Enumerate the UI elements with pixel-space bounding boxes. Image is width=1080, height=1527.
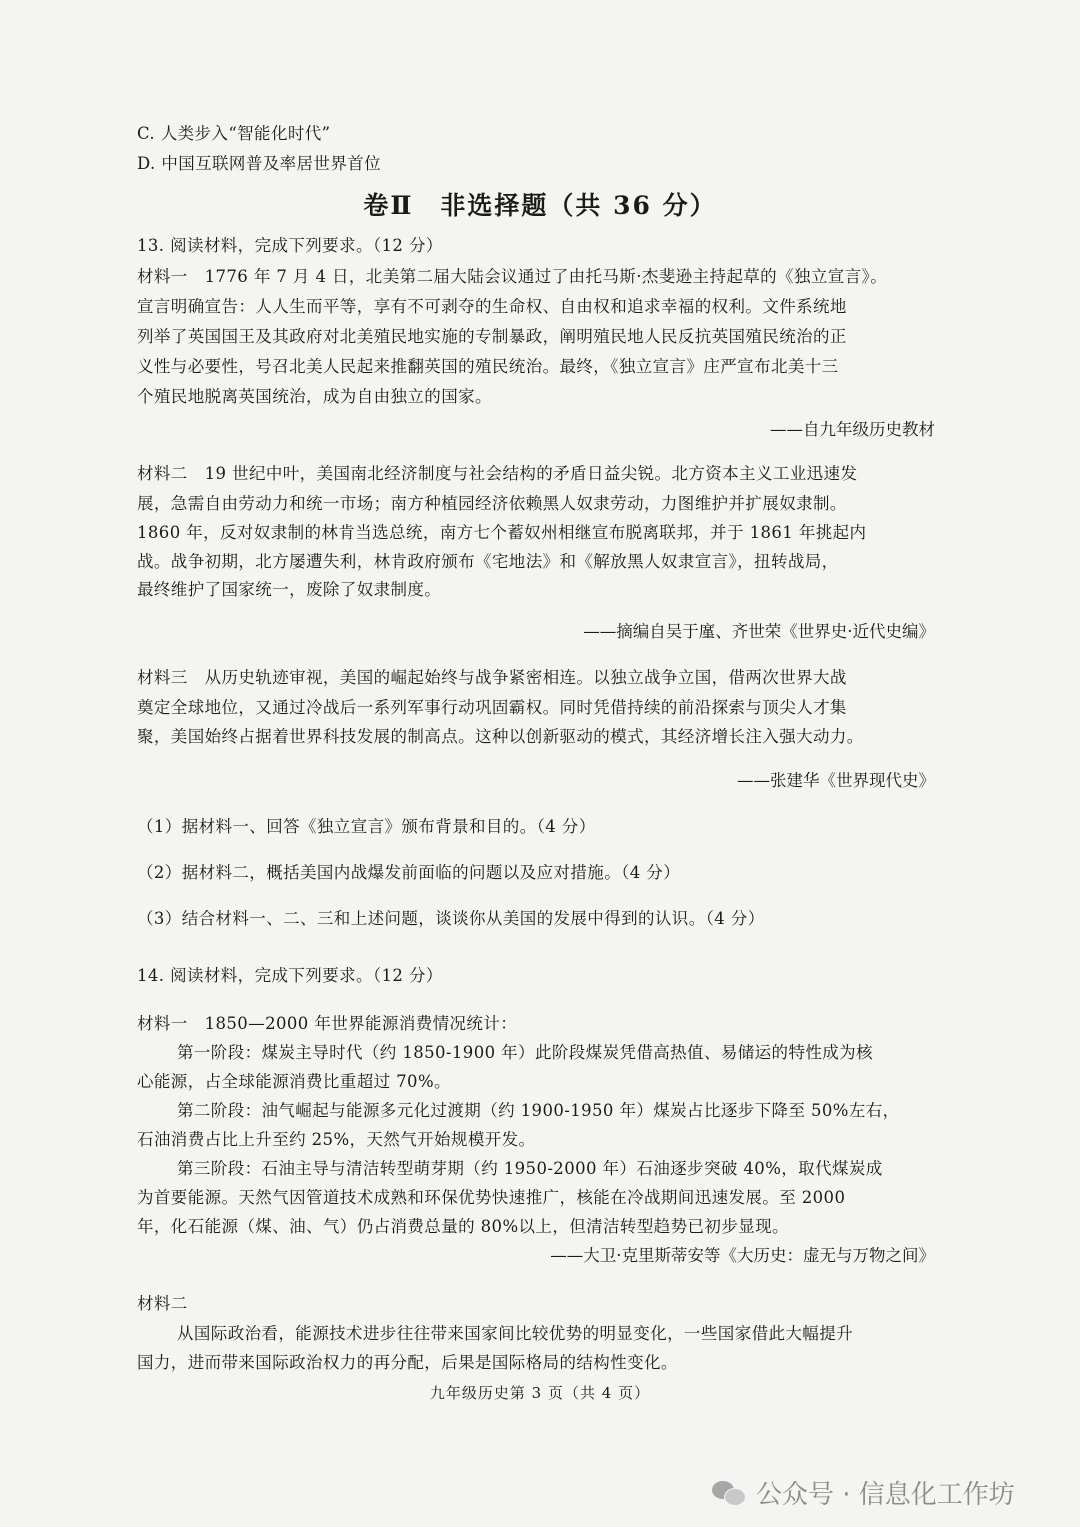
text-line: 心能源，占全球能源消费比重超过 70%。 <box>137 1072 451 1091</box>
text-line: 展，急需自由劳动力和统一市场；南方种植园经济依赖黑人奴隶劳动，力图维护并扩展奴隶制。 <box>137 494 847 513</box>
text-line: 第三阶段：石油主导与清洁转型萌芽期（约 1950-2000 年）石油逐步突破 40%，取代煤炭成 <box>177 1159 883 1178</box>
wechat-icon <box>712 1479 746 1507</box>
material-title: 材料一 1850—2000 年世界能源消费情况统计： <box>137 1014 518 1033</box>
text-line: 第二阶段：油气崛起与能源多元化过渡期（约 1900-1950 年）煤炭占比逐步下降至 50%左右， <box>177 1101 900 1120</box>
material-source: ——大卫·克里斯蒂安等《大历史：虚无与万物之间》 <box>550 1246 935 1265</box>
text-line: 1860 年，反对奴隶制的林肯当选总统，南方七个蓄奴州相继宣布脱离联邦，并于 1861 年挑起内 <box>137 523 867 542</box>
text-line: 年，化石能源（煤、油、气）仍占消费总量的 80%以上，但清洁转型趋势已初步显现。 <box>137 1217 789 1236</box>
text-line: 国力，进而带来国际政治权力的再分配，后果是国际格局的结构性变化。 <box>137 1353 678 1372</box>
text-line: 奠定全球地位，又通过冷战后一系列军事行动巩固霸权。同时凭借持续的前沿探索与顶尖人才集 <box>137 698 847 717</box>
text-line: 第一阶段：煤炭主导时代（约 1850-1900 年）此阶段煤炭凭借高热值、易储运的特性成为核 <box>177 1043 873 1062</box>
text-line: 石油消费占比上升至约 25%，天然气开始规模开发。 <box>137 1130 536 1149</box>
q13-heading: 13. 阅读材料，完成下列要求。（12 分） <box>137 236 443 255</box>
text-line: 从国际政治看，能源技术进步往往带来国家间比较优势的明显变化，一些国家借此大幅提升 <box>177 1324 853 1343</box>
text-line: 战。战争初期，北方屡遭失利，林肯政府颁布《宅地法》和《解放黑人奴隶宣言》，扭转战局， <box>137 552 839 571</box>
text-line: 列举了英国国王及其政府对北美殖民地实施的专制暴政，阐明殖民地人民反抗英国殖民统治的正 <box>137 327 847 346</box>
text-line: 宣言明确宣告：人人生而平等，享有不可剥夺的生命权、自由权和追求幸福的权利。文件系统地 <box>137 297 847 316</box>
section-title: 卷Ⅱ 非选择题（共 36 分） <box>363 191 717 220</box>
material-source: ——自九年级历史教材 <box>770 420 935 439</box>
material-title: 材料二 <box>137 1294 188 1313</box>
text-line: 最终维护了国家统一，废除了奴隶制度。 <box>137 580 442 599</box>
option-d: D. 中国互联网普及率居世界首位 <box>137 154 382 173</box>
page-footer: 九年级历史第 3 页（共 4 页） <box>429 1384 651 1402</box>
text-line: 材料一 1776 年 7 月 4 日，北美第二届大陆会议通过了由托马斯·杰斐逊主持起草的《独立宣言》。 <box>137 267 888 286</box>
text-line: 为首要能源。天然气因管道技术成熟和环保优势快速推广，核能在冷战期间迅速发展。至 2000 <box>137 1188 846 1207</box>
option-c: C. 人类步入“智能化时代” <box>137 124 331 143</box>
q13-sub-question-3: （3）结合材料一、二、三和上述问题，谈谈你从美国的发展中得到的认识。（4 分） <box>137 909 765 928</box>
material-source: ——摘编自吴于廑、齐世荣《世界史·近代史编》 <box>583 622 935 641</box>
material-source: ——张建华《世界现代史》 <box>737 771 935 790</box>
text-line: 个殖民地脱离英国统治，成为自由独立的国家。 <box>137 387 492 406</box>
q13-sub-question-1: （1）据材料一、回答《独立宣言》颁布背景和目的。（4 分） <box>137 817 596 836</box>
text-line: 聚，美国始终占据着世界科技发展的制高点。这种以创新驱动的模式，其经济增长注入强大动力。 <box>137 727 864 746</box>
q13-sub-question-2: （2）据材料二，概括美国内战爆发前面临的问题以及应对措施。（4 分） <box>137 863 681 882</box>
watermark <box>712 1474 1015 1511</box>
watermark-text: 公众号 · 信息化工作坊 <box>756 1480 1015 1510</box>
text-line: 义性与必要性，号召北美人民起来推翻英国的殖民统治。最终，《独立宣言》庄严宣布北美十三 <box>137 357 839 376</box>
q14-heading: 14. 阅读材料，完成下列要求。（12 分） <box>137 966 443 985</box>
text-line: 材料三 从历史轨迹审视，美国的崛起始终与战争紧密相连。以独立战争立国，借两次世界大战 <box>137 668 847 687</box>
text-line: 材料二 19 世纪中叶，美国南北经济制度与社会结构的矛盾日益尖锐。北方资本主义工业迅速发 <box>137 464 858 483</box>
